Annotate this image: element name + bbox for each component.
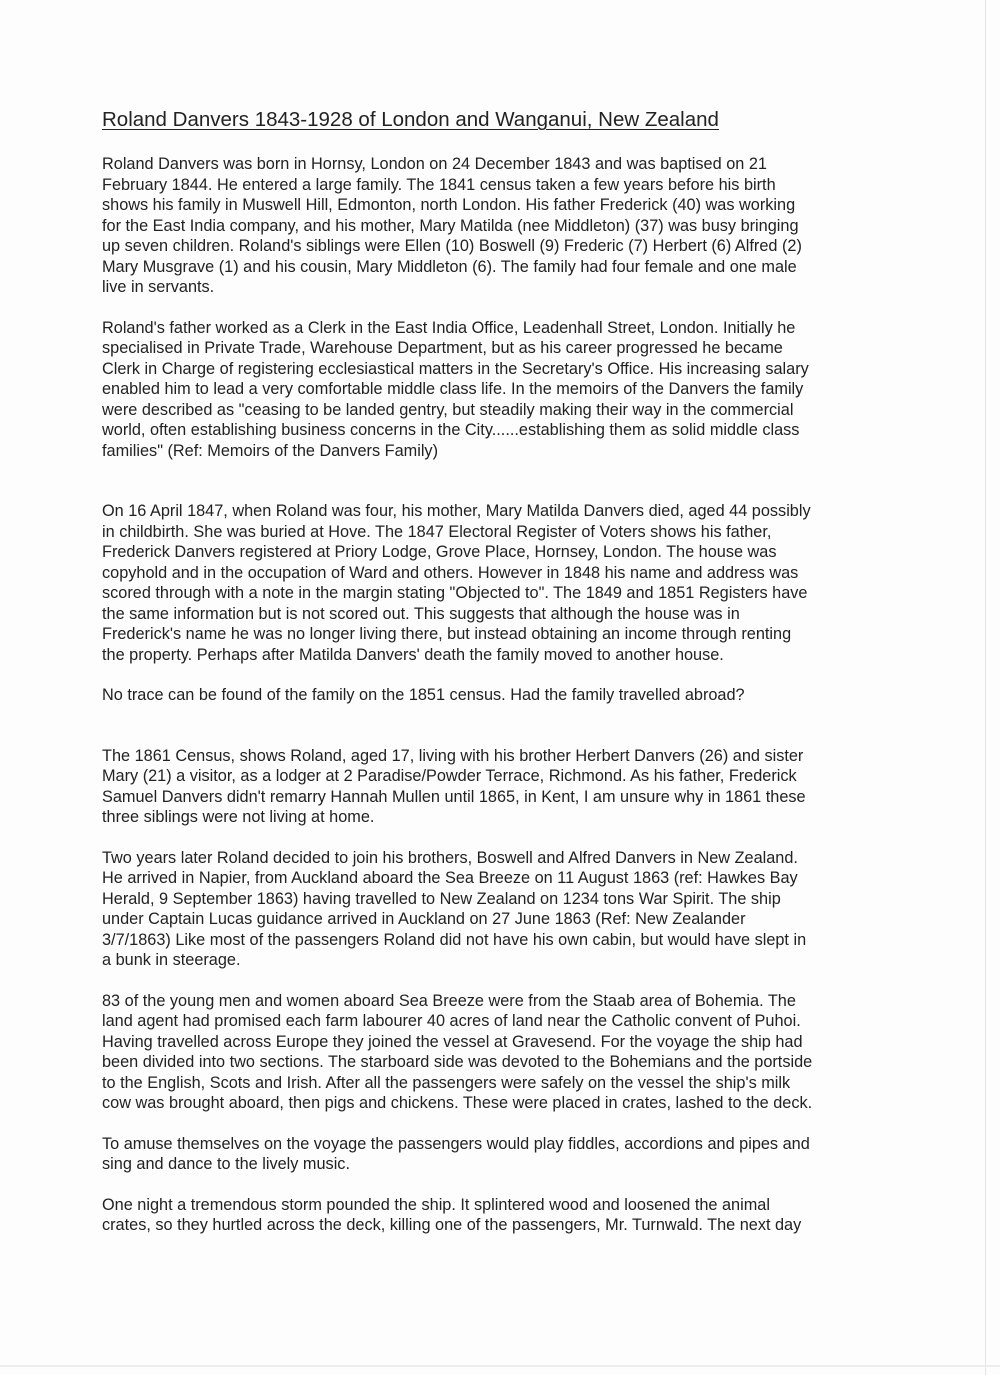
- text-line: world, often establishing business concerns in the City......establishing them as solid middle class: [102, 421, 800, 439]
- text-line: Frederick's name he was no longer living there, but instead obtaining an income through renting: [102, 625, 792, 643]
- text-line: crates, so they hurtled across the deck, killing one of the passengers, Mr. Turnwald. The next day: [102, 1216, 802, 1234]
- text-line: cow was brought aboard, then pigs and chickens. These were placed in crates, lashed to the deck.: [102, 1094, 813, 1112]
- text-line: shows his family in Muswell Hill, Edmonton, north London. His father Frederick (40) was working: [102, 196, 796, 214]
- text-line: up seven children. Roland's siblings were Ellen (10) Boswell (9) Frederic (7) Herbert (6) Alfred (2): [102, 237, 802, 255]
- paragraph-gap: [102, 461, 872, 501]
- text-line: Roland Danvers was born in Hornsy, London on 24 December 1843 and was baptised on 21: [102, 155, 767, 173]
- paragraph-gap: [102, 828, 872, 848]
- paragraph-mother-death: [102, 501, 872, 665]
- text-line: in childbirth. She was buried at Hove. The 1847 Electoral Register of Voters shows his father,: [102, 522, 772, 541]
- page-edge-bottom: [0, 1365, 1000, 1367]
- text-line: Mary (21) a visitor, as a lodger at 2 Paradise/Powder Terrace, Richmond. As his father, Frederick: [102, 767, 797, 785]
- text-line: live in servants.: [102, 278, 215, 296]
- text-line: Roland's father worked as a Clerk in the East India Office, Leadenhall Street, London. Initially he: [102, 318, 796, 337]
- text-line: No trace can be found of the family on the 1851 census. Had the family travelled abroad?: [102, 686, 745, 704]
- text-line: 83 of the young men and women aboard Sea Breeze were from the Staab area of Bohemia. The: [102, 991, 796, 1010]
- paragraph-gap: [102, 298, 872, 318]
- text-line: To amuse themselves on the voyage the passengers would play fiddles, accordions and pipes and: [102, 1134, 810, 1153]
- text-line: Two years later Roland decided to join his brothers, Boswell and Alfred Danvers in New Zealand.: [102, 848, 798, 867]
- paragraph-gap: [102, 1175, 872, 1195]
- text-line: specialised in Private Trade, Warehouse Department, but as his career progressed he became: [102, 339, 783, 357]
- text-line: were described as "ceasing to be landed gentry, but steadily making their way in the commercial: [102, 400, 794, 419]
- text-line: He arrived in Napier, from Auckland aboard the Sea Breeze on 11 August 1863 (ref: Hawkes Bay: [102, 869, 798, 887]
- text-line: Mary Musgrave (1) and his cousin, Mary Middleton (6). The family had four female and one male: [102, 257, 797, 276]
- text-line: One night a tremendous storm pounded the ship. It splintered wood and loosened the animal: [102, 1195, 770, 1214]
- text-line: land agent had promised each farm labourer 40 acres of land near the Catholic convent of Puhoi.: [102, 1012, 801, 1030]
- text-line: a bunk in steerage.: [102, 951, 241, 969]
- text-line: to the English, Scots and Irish. After all the passengers were safely on the vessel the ship's milk: [102, 1073, 791, 1092]
- paragraph-storm: [102, 1195, 872, 1236]
- paragraph-voyage-to-new-zealand: [102, 848, 872, 971]
- paragraph-birth: [102, 154, 872, 298]
- text-line: three siblings were not living at home.: [102, 808, 375, 826]
- text-line: The 1861 Census, shows Roland, aged 17, living with his brother Herbert Danvers (26) and sister: [102, 746, 804, 765]
- page-edge-right: [985, 0, 986, 1375]
- paragraph-gap: [102, 971, 872, 991]
- document-title: Roland Danvers 1843-1928 of London and Wanganui, New Zealand: [102, 108, 719, 131]
- paragraph-gap: [102, 665, 872, 685]
- text-line: February 1844. He entered a large family. The 1841 census taken a few years before his birth: [102, 175, 776, 194]
- text-line: under Captain Lucas guidance arrived in Auckland on 27 June 1863 (Ref: New Zealander: [102, 910, 746, 928]
- text-line: Samuel Danvers didn't remarry Hannah Mullen until 1865, in Kent, I am unsure why in 1861 these: [102, 787, 806, 806]
- document-body: [102, 106, 872, 1236]
- text-line: the property. Perhaps after Matilda Danvers' death the family moved to another house.: [102, 645, 724, 664]
- text-line: families" (Ref: Memoirs of the Danvers Family): [102, 441, 438, 460]
- text-line: Clerk in Charge of registering ecclesiastical matters in the Secretary's Office. His increasing salary: [102, 359, 809, 378]
- text-line: 3/7/1863) Like most of the passengers Roland did not have his own cabin, but would have slept in: [102, 930, 807, 949]
- paragraph-1861-census: [102, 746, 872, 828]
- paragraph-bohemian-passengers: [102, 991, 872, 1114]
- text-line: the same information but is not scored out. This suggests that although the house was in: [102, 604, 740, 623]
- paragraph-gap: [102, 1114, 872, 1134]
- text-line: Frederick Danvers registered at Priory Lodge, Grove Place, Hornsey, London. The house was: [102, 543, 777, 561]
- text-line: for the East India company, and his mother, Mary Matilda (nee Middleton) (37) was busy bringing: [102, 216, 799, 235]
- text-line: sing and dance to the lively music.: [102, 1155, 350, 1173]
- text-line: On 16 April 1847, when Roland was four, his mother, Mary Matilda Danvers died, aged 44 possibly: [102, 502, 811, 520]
- text-line: enabled him to lead a very comfortable middle class life. In the memoirs of the Danvers the family: [102, 380, 804, 398]
- paragraph-1851-census: [102, 685, 872, 706]
- paragraph-music-on-voyage: [102, 1134, 872, 1175]
- text-line: scored through with a note in the margin stating "Objected to". The 1849 and 1851 Registers have: [102, 584, 808, 602]
- paragraph-father-career: [102, 318, 872, 462]
- paragraph-gap: [102, 706, 872, 746]
- text-line: Having travelled across Europe they joined the vessel at Gravesend. For the voyage the ship had: [102, 1032, 803, 1051]
- text-line: copyhold and in the occupation of Ward and others. However in 1848 his name and address was: [102, 563, 799, 582]
- text-line: been divided into two sections. The starboard side was devoted to the Bohemians and the portside: [102, 1053, 813, 1071]
- text-line: Herald, 9 September 1863) having travelled to New Zealand on 1234 tons War Spirit. The ship: [102, 889, 781, 908]
